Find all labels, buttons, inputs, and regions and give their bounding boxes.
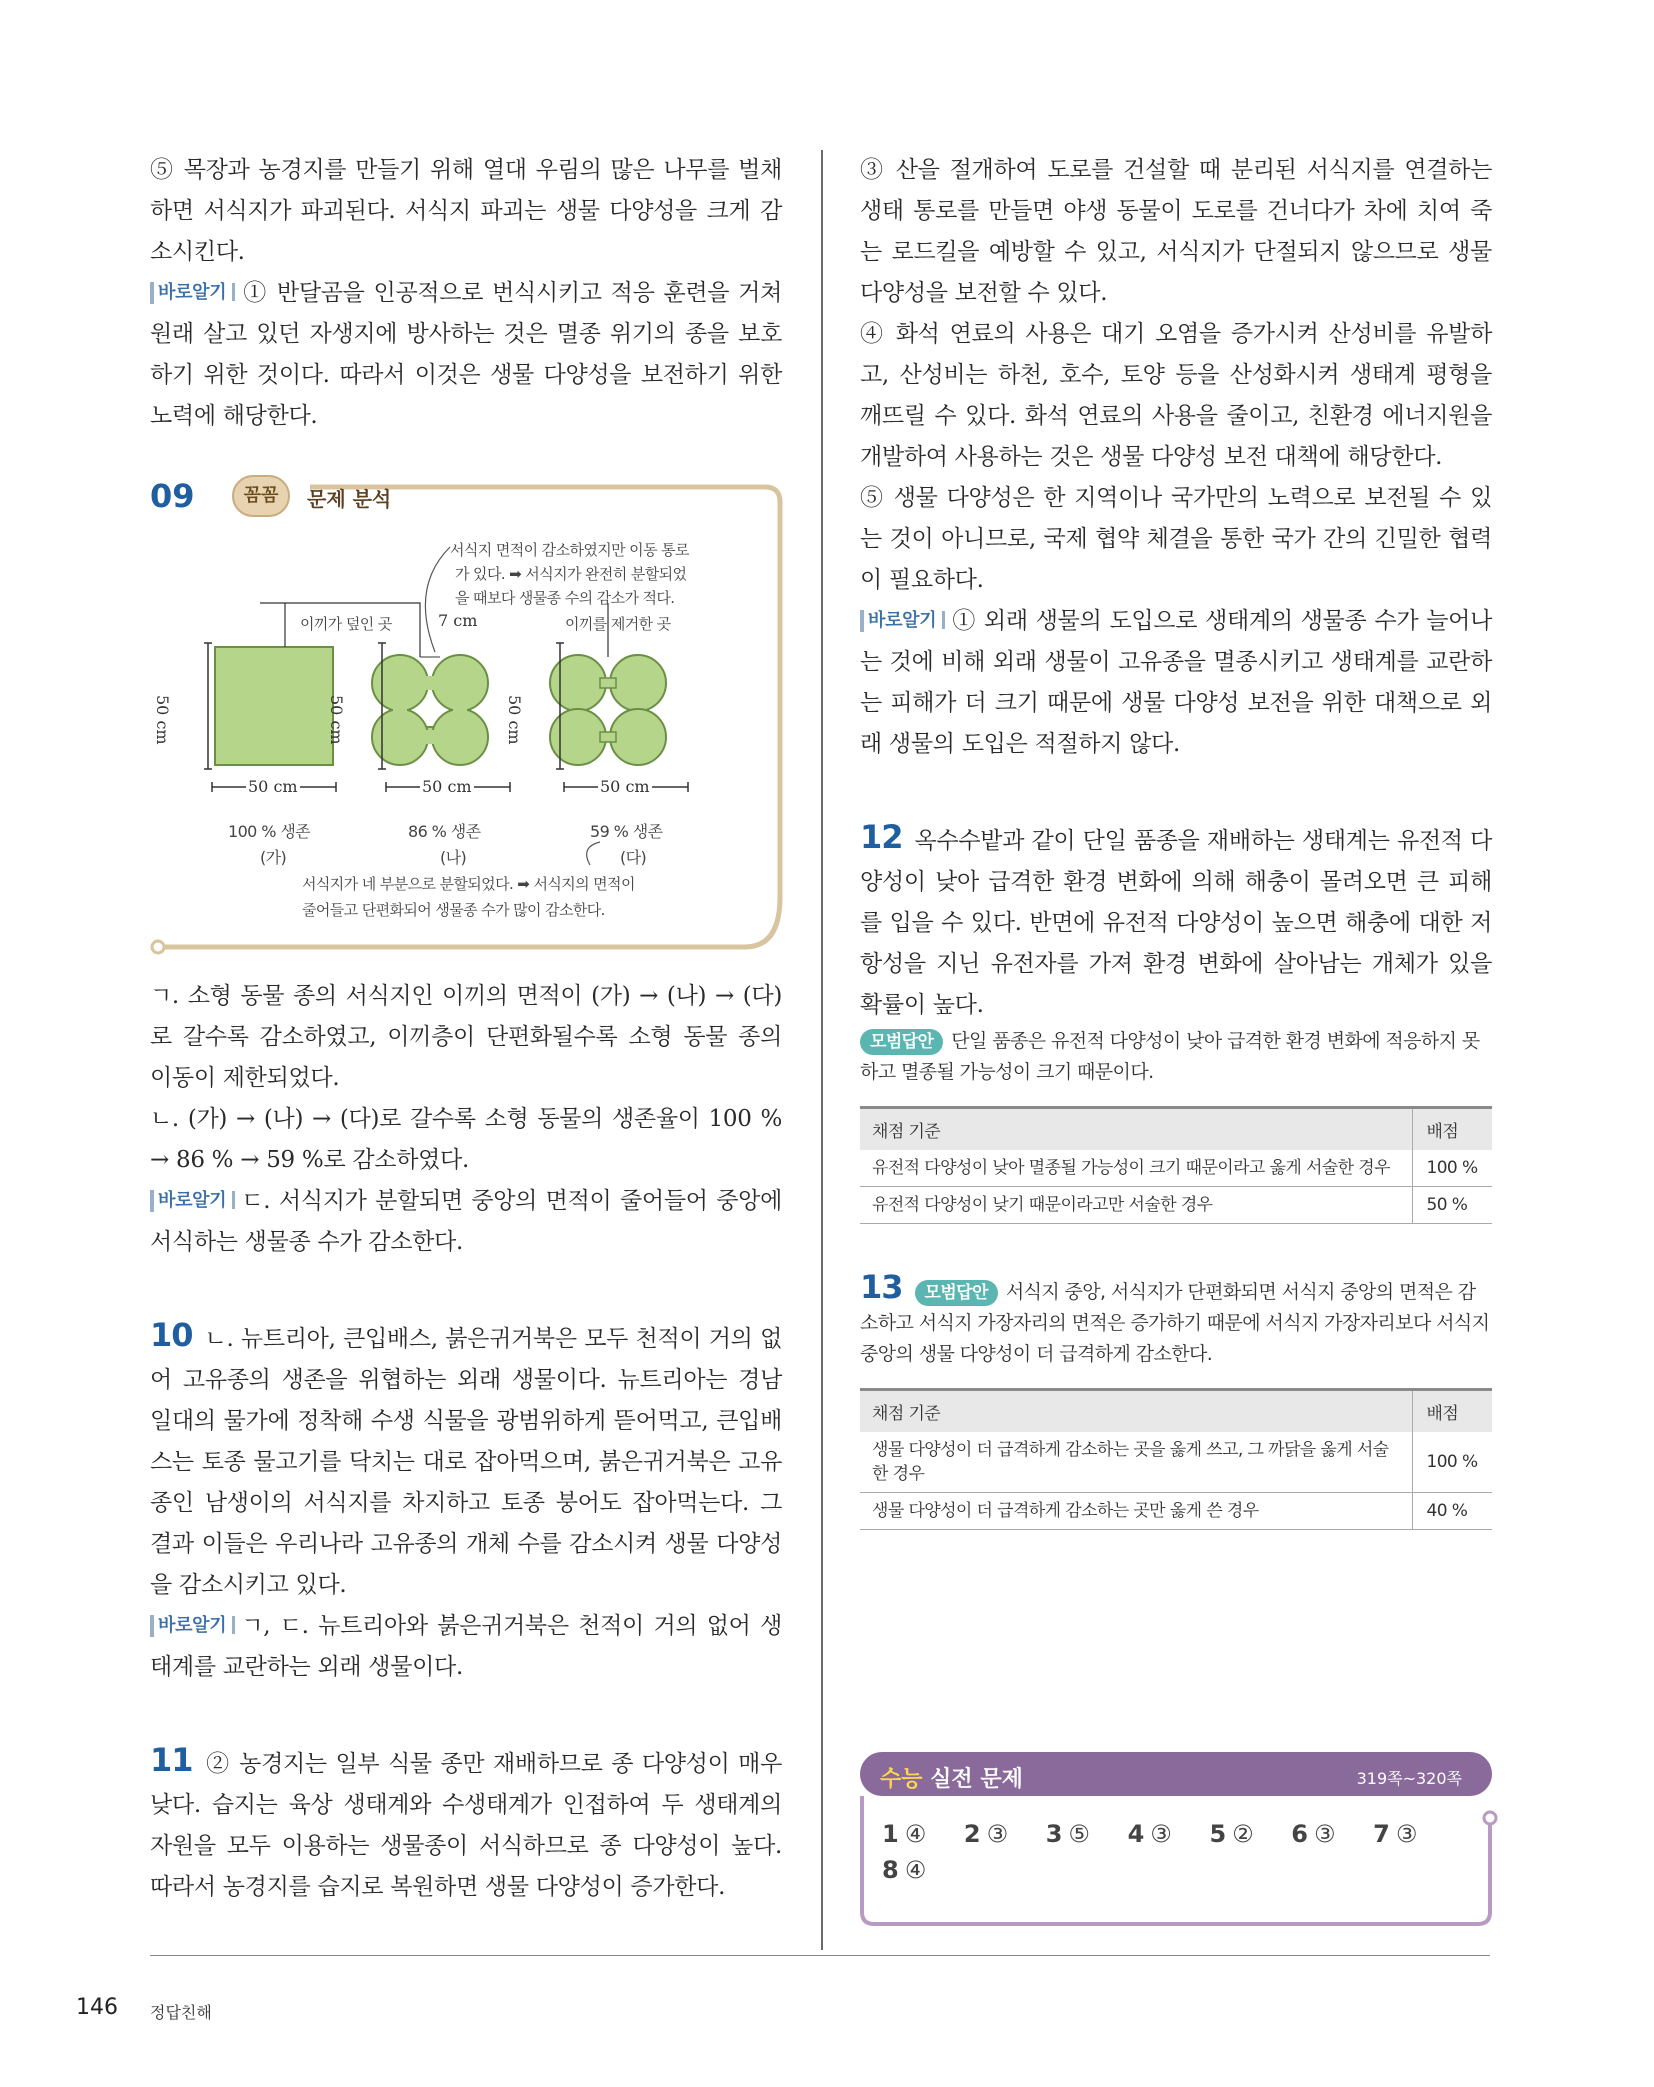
survival-na: 86 % 생존	[408, 822, 481, 841]
q09-number: 09	[150, 477, 195, 515]
dim-da-horizontal: 50 cm	[600, 777, 650, 796]
answer-number: 2	[963, 1820, 981, 1848]
model-answer-text: 단일 품종은 유전적 다양성이 낮아 급격한 환경 변화에 적응하지 못하고 멸종될 가능성이 크기 때문이다.	[860, 1030, 1480, 1083]
score-cell: 40 %	[1412, 1493, 1492, 1530]
answer-number: 6	[1291, 1820, 1308, 1848]
moss-patches-na	[372, 655, 488, 765]
score-header: 배점	[1412, 1390, 1492, 1433]
q12-grading-table	[860, 1106, 1492, 1224]
correction-text: ① 외래 생물의 도입으로 생태계의 생물종 수가 늘어나는 것에 비해 외래 생물이 고유종을 멸종시키고 생태계를 교란하는 피해가 더 크기 때문에 생물 다양성 보전을 위한 대책으로 외래 생물의 도입은 적절하지 않다.	[860, 608, 1492, 757]
note-top-3: 을 때보다 생물종 수의 감소가 적다.	[455, 589, 675, 607]
score-cell: 100 %	[1412, 1150, 1492, 1187]
answer-number: 3	[1045, 1820, 1063, 1848]
answer-item	[1373, 1820, 1417, 1848]
answer-value: ③	[986, 1820, 1009, 1848]
baro-tag: 바로알기	[150, 282, 235, 304]
explanation-5-right: ⑤ 생물 다양성은 한 지역이나 국가만의 노력으로 보전될 수 있는 것이 아니므로, 국제 협약 체결을 통한 국가 간의 긴밀한 협력이 필요하다.	[860, 485, 1492, 593]
table-row	[860, 1150, 1492, 1187]
label-ga: (가)	[260, 848, 287, 867]
label-7cm: 7 cm	[438, 611, 478, 630]
criteria-cell: 생물 다양성이 더 급격하게 감소하는 곳을 옳게 쓰고, 그 까닭을 옳게 서술한 경우	[860, 1432, 1412, 1493]
criteria-header: 채점 기준	[860, 1390, 1412, 1433]
page-label: 정답친해	[150, 2003, 212, 2022]
answer-value: ⑤	[1068, 1820, 1090, 1848]
answer-value: ②	[1232, 1820, 1254, 1848]
q11-text: ② 농경지는 일부 식물 종만 재배하므로 종 다양성이 매우 낮다. 습지는 육상 생태계와 수생태계가 인접하여 두 생태계의 자원을 모두 이용하는 생물종이 서식하므로 종 다양성이 높다. 따라서 농경지를 습지로 복원하면 생물 다양성이 증가한다.	[150, 1751, 782, 1900]
answer-item	[1046, 1820, 1090, 1848]
table-row	[860, 1187, 1492, 1224]
suneung-practice-box	[860, 1752, 1492, 1932]
suneung-title-rest: 실전 문제	[922, 1767, 1023, 1792]
q12-model-answer	[860, 1026, 1492, 1088]
left-column	[150, 150, 782, 1908]
answer-item	[964, 1820, 1008, 1848]
note-top-2: 가 있다. ➡ 서식지가 완전히 분할되었	[455, 565, 687, 583]
dim-da-vertical: 50 cm	[505, 695, 524, 745]
survival-ga: 100 % 생존	[228, 822, 311, 841]
moss-square-ga	[215, 647, 333, 765]
table-row	[860, 1432, 1492, 1493]
explanation-4: ④ 화석 연료의 사용은 대기 오염을 증가시켜 산성비를 유발하고, 산성비는 하천, 호수, 토양 등을 산성화시켜 생태계 평형을 깨뜨릴 수 있다. 화석 연료의 사용을 줄이고, 친환경 에너지원을 개발하여 사용하는 것은 생물 다양성 보전 대책에 해당한다.	[860, 321, 1492, 470]
right-column	[860, 150, 1492, 1530]
label-na: (나)	[440, 848, 467, 867]
answer-number: 4	[1127, 1820, 1145, 1848]
q12-number: 12	[860, 818, 903, 856]
q12-text: 옥수수밭과 같이 단일 품종을 재배하는 생태계는 유전적 다양성이 낮아 급격한 환경 변화에 의해 해충이 몰려오면 큰 피해를 입을 수 있다. 반면에 유전적 다양성이 높으면 해충에 대한 저항성을 지닌 유전자를 가져 환경 변화에 살아남는 개체가 있을 확률이 높다.	[860, 828, 1492, 1018]
correction-10	[150, 1606, 782, 1688]
analysis-title: 문제 분석	[307, 487, 392, 511]
criteria-header: 채점 기준	[860, 1108, 1412, 1151]
q13-number: 13	[860, 1268, 903, 1306]
answer-item	[882, 1820, 926, 1848]
q09-analysis-box	[150, 477, 790, 962]
moss-patches-da	[550, 655, 666, 765]
note-top-1: 서식지 면적이 감소하였지만 이동 통로	[450, 541, 689, 559]
dim-ga-horizontal: 50 cm	[248, 777, 298, 796]
table-header	[860, 1108, 1492, 1151]
baro-tag: 바로알기	[860, 610, 945, 632]
note-bottom-2: 줄어들고 단편화되어 생물종 수가 많이 감소한다.	[302, 901, 605, 919]
answer-value: ③	[1395, 1820, 1418, 1848]
table-row	[860, 1493, 1492, 1530]
q10-text: ㄴ. 뉴트리아, 큰입배스, 붉은귀거북은 모두 천적이 거의 없어 고유종의 생존을 위협하는 외래 생물이다. 뉴트리아는 경남 일대의 물가에 정착해 수생 식물을 광범위하게 뜯어먹고, 큰입배스는 토종 물고기를 닥치는 대로 잡아먹으며, 붉은귀거북은 고유종인 남생이의 서식지를 차지하고 토종 붕어도 잡아먹는다. 그 결과 이들은 우리나라 고유종의 개체 수를 감소시켜 생물 다양성을 감소시키고 있다.	[150, 1326, 782, 1598]
model-answer-pill: 모범답안	[860, 1029, 943, 1055]
correction-right	[860, 601, 1492, 765]
answer-value: ④	[904, 1856, 927, 1884]
explanation-g: ㄱ. 소형 동물 종의 서식지인 이끼의 면적이 (가) → (나) → (다)로 갈수록 감소하였고, 이끼층이 단편화될수록 소형 동물 종의 이동이 제한되었다.	[150, 983, 782, 1091]
q10-number: 10	[150, 1316, 193, 1354]
answer-item	[1128, 1820, 1172, 1848]
table-header	[860, 1390, 1492, 1433]
baro-tag: 바로알기	[150, 1615, 235, 1637]
score-cell: 50 %	[1412, 1187, 1492, 1224]
answer-item	[882, 1856, 926, 1884]
answer-item	[1209, 1820, 1253, 1848]
page-range: 319쪽~320쪽	[1356, 1769, 1462, 1788]
suneung-title-accent: 수능	[880, 1767, 923, 1792]
q11-block	[150, 1740, 782, 1908]
correction-text: ㄷ. 서식지가 분할되면 중앙의 면적이 줄어들어 중앙에 서식하는 생물종 수가 감소한다.	[150, 1188, 782, 1255]
correction-09	[150, 1181, 782, 1263]
correction-note	[150, 273, 782, 437]
correction-text: ① 반달곰을 인공적으로 번식시키고 적응 훈련을 거쳐 원래 살고 있던 자생지에 방사하는 것은 멸종 위기의 종을 보호하기 위한 것이다. 따라서 이것은 생물 다양성을 보전하기 위한 노력에 해당한다.	[150, 280, 782, 429]
model-answer-text: 서식지 중앙, 서식지가 단편화되면 서식지 중앙의 면적은 감소하고 서식지 가장자리의 면적은 증가하기 때문에 서식지 가장자리보다 서식지 중앙의 생물 다양성이 더 급격하게 감소한다.	[860, 1281, 1490, 1365]
correction-text: ㄱ, ㄷ. 뉴트리아와 붉은귀거북은 천적이 거의 없어 생태계를 교란하는 외래 생물이다.	[150, 1613, 782, 1680]
suneung-title	[880, 1762, 1023, 1793]
q11-number: 11	[150, 1741, 193, 1779]
label-moss-covered: 이끼가 덮인 곳	[300, 615, 392, 633]
explanation-3: ③ 산을 절개하여 도로를 건설할 때 분리된 서식지를 연결하는 생태 통로를 만들면 야생 동물이 도로를 건너다가 차에 치여 죽는 로드킬을 예방할 수 있고, 서식지가 단절되지 않으므로 생물 다양성을 보전할 수 있다.	[860, 157, 1492, 306]
dim-ga-vertical: 50 cm	[153, 695, 172, 745]
answer-value: ④	[904, 1820, 927, 1848]
model-answer-pill: 모범답안	[915, 1280, 998, 1306]
answer-value: ③	[1314, 1820, 1336, 1848]
q13-block	[860, 1268, 1492, 1370]
answer-list	[882, 1820, 1472, 1892]
explanation-n: ㄴ. (가) → (나) → (다)로 갈수록 소형 동물의 생존율이 100 % → 86 % → 59 %로 감소하였다.	[150, 1106, 782, 1173]
criteria-cell: 생물 다양성이 더 급격하게 감소하는 곳만 옳게 쓴 경우	[860, 1493, 1412, 1530]
q10-block	[150, 1315, 782, 1606]
explanation-5: ⑤ 목장과 농경지를 만들기 위해 열대 우림의 많은 나무를 벌채하면 서식지가 파괴된다. 서식지 파괴는 생물 다양성을 크게 감소시킨다.	[150, 157, 782, 265]
column-divider	[821, 150, 823, 1950]
answer-item	[1291, 1820, 1335, 1848]
answer-number: 8	[882, 1856, 899, 1884]
score-cell: 100 %	[1412, 1432, 1492, 1493]
answer-number: 5	[1209, 1820, 1227, 1848]
footer-rule	[150, 1955, 1490, 1956]
score-header: 배점	[1412, 1108, 1492, 1151]
label-da: (다)	[620, 848, 647, 867]
q13-grading-table	[860, 1388, 1492, 1530]
baro-tag: 바로알기	[150, 1190, 235, 1212]
page-number: 146	[76, 1995, 118, 2020]
label-moss-removed: 이끼를 제거한 곳	[565, 615, 671, 633]
dim-na-vertical: 50 cm	[327, 695, 346, 745]
survival-da: 59 % 생존	[590, 822, 663, 841]
answer-number: 1	[882, 1820, 899, 1848]
answer-value: ③	[1150, 1820, 1172, 1848]
kkomkkom-pill: 꼼꼼	[232, 475, 290, 517]
criteria-cell: 유전적 다양성이 낮기 때문이라고만 서술한 경우	[860, 1187, 1412, 1224]
answer-number: 7	[1373, 1820, 1390, 1848]
q12-block	[860, 817, 1492, 1026]
criteria-cell: 유전적 다양성이 낮아 멸종될 가능성이 크기 때문이라고 옳게 서술한 경우	[860, 1150, 1412, 1187]
note-bottom-1: 서식지가 네 부분으로 분할되었다. ➡ 서식지의 면적이	[302, 875, 635, 893]
dim-na-horizontal: 50 cm	[422, 777, 472, 796]
